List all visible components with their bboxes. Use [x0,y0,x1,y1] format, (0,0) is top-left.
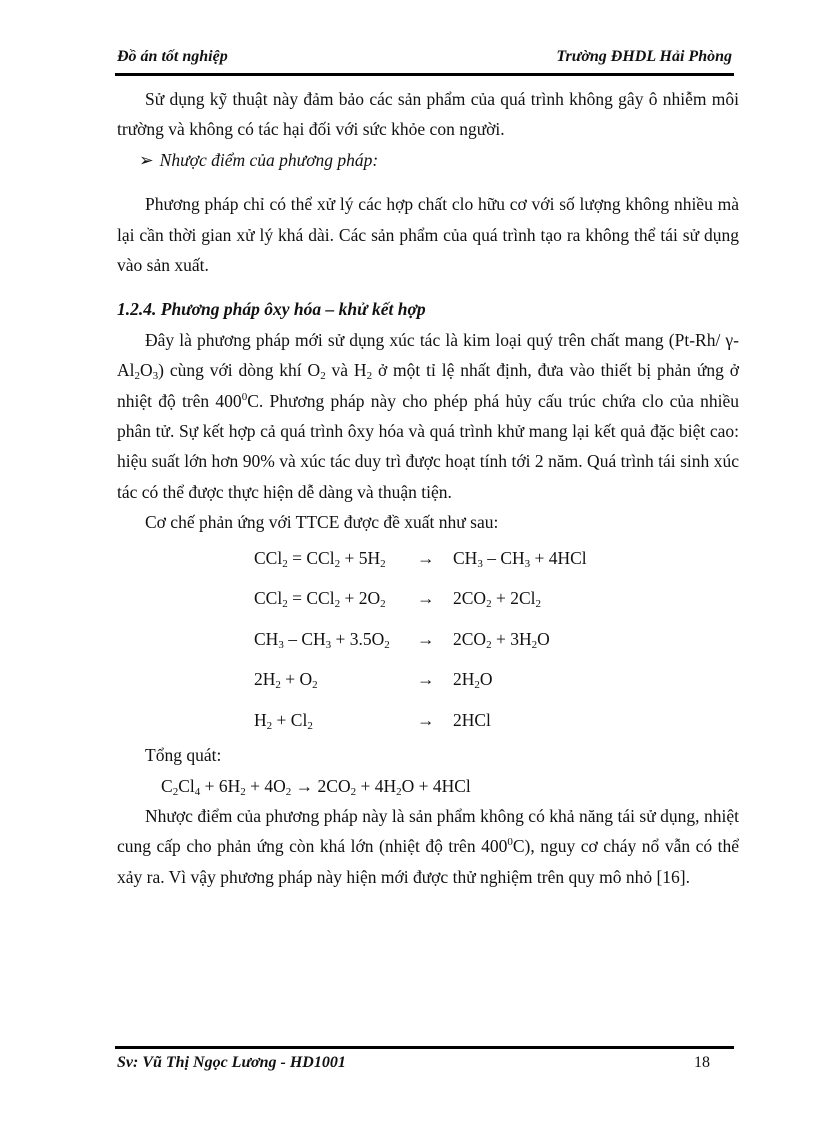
reaction-4: $2H_2 + O_2$ → $2H_2O$ [117,659,739,700]
total-label: Tổng quát: [145,745,222,766]
arrow-bullet-icon: ➢ [139,149,154,170]
header-rule [115,73,734,76]
paragraph-method: Đây là phương pháp mới sử dụng xúc tác là kim loại quý trên chất mang (Pt-Rh/ $\gamma-Al_2O_3$) cùng với dòng khí $O_2$ và $H_2$ ở một tỉ lệ nhất định, đưa vào thiết bị phản ứng ở nhiệt độ trên $400^0C$. Phương pháp này cho phép phá hủy cấu trúc chứa clo của nhiều phân tử. Sự kết hợp cả quá trình ôxy hóa và quá trình khử mang lại kết quả đặc biệt cao: hiệu suất lớn hơn 90% và xúc tác duy trì được hoạt tính tới 2 năm. Quá trình tái sinh xúc tác có thể được thực hiện dễ dàng và thuận tiện. [117,329,740,502]
page-body [117,84,739,892]
reaction-1: $CCl_2 = CCl_2 + 5H_2$ → $CH_3 - CH_3 + 4HCl$ [117,538,739,579]
page-number: 18 [694,1054,710,1071]
reaction-arrow-icon: → [417,628,435,649]
paragraph-disadvantage: Phương pháp chỉ có thể xử lý các hợp chất clo hữu cơ với số lượng không nhiều mà lại cần thời gian xử lý khá dài. Các sản phẩm của quá trình tạo ra không thể tái sử dụng vào sản xuất. [117,194,739,276]
header-school-name: Trường ĐHDL Hải Phòng [556,48,732,65]
section-heading: 1.2.4. Phương pháp ôxy hóa – khử kết hợp [117,299,426,320]
page-header [117,48,732,70]
header-thesis-title: Đồ án tốt nghiệp [117,48,228,65]
bullet-text: Nhược điểm của phương pháp: [159,149,379,170]
footer-rule [115,1046,734,1049]
footer-student: Sv: Vũ Thị Ngọc Lương - HD1001 [117,1054,346,1071]
paragraph-advantage: Sử dụng kỹ thuật này đảm bảo các sản phẩm của quá trình không gây ô nhiễm môi trường và không có tác hại đối với sức khỏe con người. [117,89,739,140]
reaction-arrow-icon: → [417,588,435,609]
paragraph-limitations: Nhược điểm của phương pháp này là sản phẩm không có khả năng tái sử dụng, nhiệt cung cấp cho phản ứng còn khá lớn (nhiệt độ trên $400^0C$), nguy cơ cháy nổ vẫn có thể xảy ra. Vì vậy phương pháp này hiện mới được thử nghiệm trên quy mô nhỏ [16]. [117,806,739,887]
reaction-2: $CCl_2 = CCl_2 + 2O_2$ → $2CO_2 + 2Cl_2$ [117,578,739,619]
reaction-arrow-icon: → [417,709,435,730]
reaction-arrow-icon: → [417,547,435,568]
bullet-disadvantage [117,145,739,175]
mechanism-intro: Cơ chế phản ứng với TTCE được đề xuất như sau: [145,512,499,533]
overall-reaction: $C_2Cl_4 + 6H_2 + 4O_2 \to 2CO_2 + 4H_2O + 4HCl$ [161,775,471,798]
reaction-3: $CH_3 - CH_3 + 3.5O_2$ → $2CO_2 + 3H_2O$ [117,619,739,660]
reaction-arrow-icon: → [417,669,435,690]
reaction-5: $H_2 + Cl_2$ → 2HCl [117,700,739,741]
overall-arrow-icon: → [295,775,314,796]
